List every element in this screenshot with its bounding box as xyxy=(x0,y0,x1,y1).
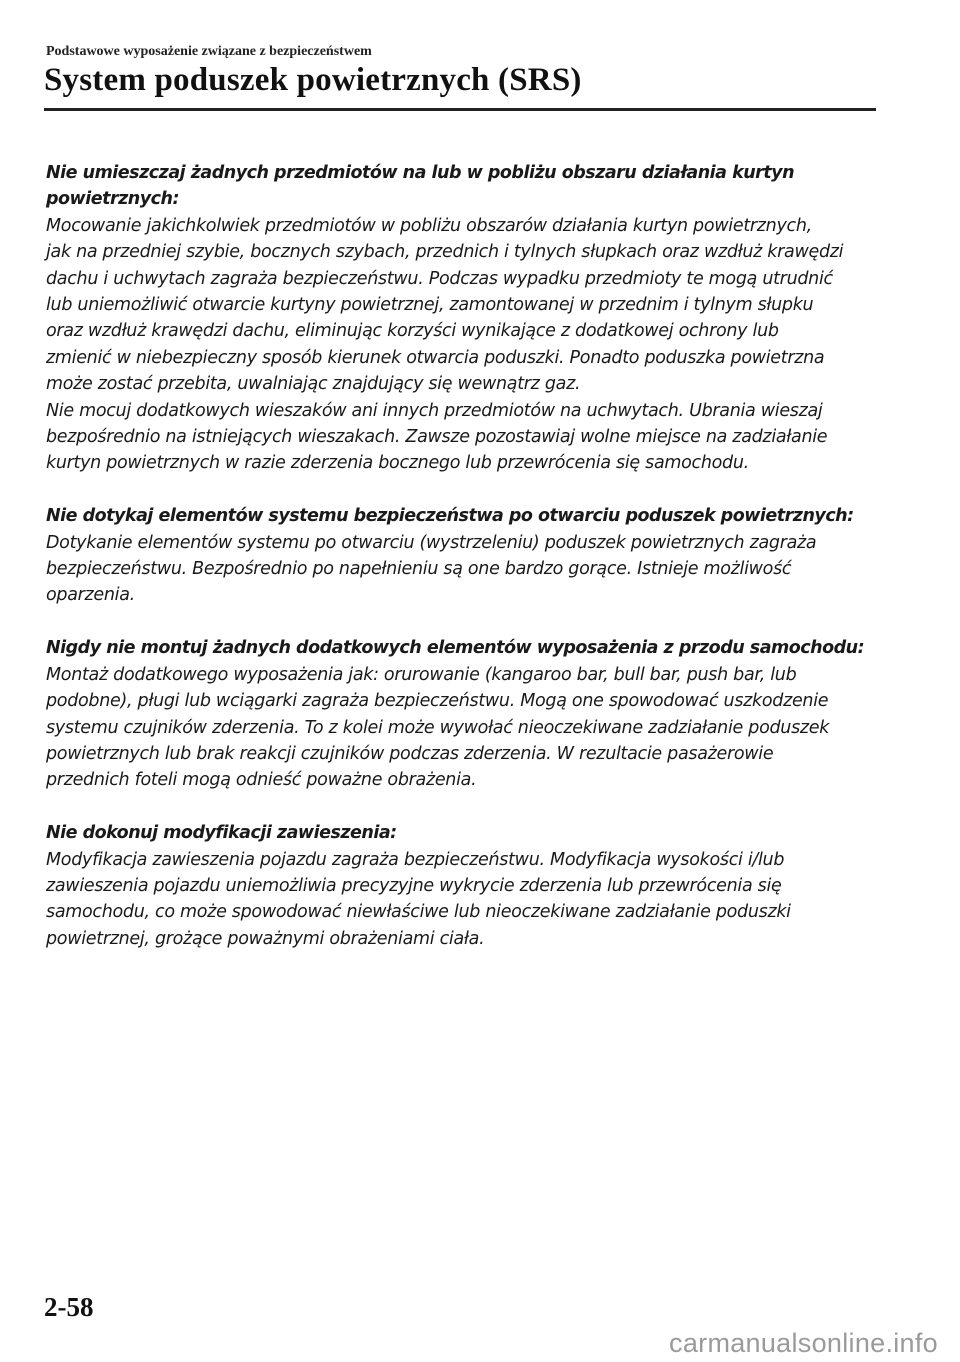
heading-line: powietrznych: xyxy=(46,189,179,210)
warning-body xyxy=(46,213,876,477)
heading-line: Nie dokonuj modyfikacji zawieszenia: xyxy=(46,823,397,844)
heading-line: Nie umieszczaj żadnych przedmiotów na lub w pobliżu obszaru działania kurtyn xyxy=(46,163,795,183)
body-line: Mocowanie jakichkolwiek przedmiotów w pobliżu obszarów działania kurtyn powietrznych, xyxy=(46,215,812,236)
body-line: przednich foteli mogą odnieść poważne obrażenia. xyxy=(46,770,477,791)
body-line: lub uniemożliwić otwarcie kurtyny powietrznej, zamontowanej w przednim i tylnym słupku xyxy=(46,295,814,316)
section-label: Podstawowe wyposażenie związane z bezpieczeństwem xyxy=(46,44,372,59)
warning-block-suspension xyxy=(46,820,876,952)
warning-heading xyxy=(46,160,876,213)
warning-block-front-equipment xyxy=(46,635,876,793)
heading-line: Nigdy nie montuj żadnych dodatkowych elementów wyposażenia z przodu samochodu: xyxy=(46,638,865,659)
body-line: Dotykanie elementów systemu po otwarciu (wystrzeleniu) poduszek powietrznych zagraża xyxy=(46,532,817,553)
title-rule-divider xyxy=(44,108,876,111)
body-line: podobne), pługi lub wciągarki zagraża bezpieczeństwu. Mogą one spowodować uszkodzenie xyxy=(46,691,829,712)
warning-heading xyxy=(46,503,876,529)
warning-body xyxy=(46,847,876,953)
body-line: oraz wzdłuż krawędzi dachu, eliminując korzyści wynikające z dodatkowej ochrony lub xyxy=(46,321,779,342)
heading-line: Nie dotykaj elementów systemu bezpieczeństwa po otwarciu poduszek powietrznych: xyxy=(46,506,854,527)
body-line: Modyfikacja zawieszenia pojazdu zagraża bezpieczeństwu. Modyfikacja wysokości i/lub xyxy=(46,849,785,870)
body-line: powietrznych lub brak reakcji czujników podczas zderzenia. W rezultacie pasażerowie xyxy=(46,743,774,764)
body-line: zawieszenia pojazdu uniemożliwia precyzyjne wykrycie zderzenia lub przewrócenia się xyxy=(46,875,782,896)
body-line: powietrznej, grożące poważnymi obrażeniami ciała. xyxy=(46,928,485,949)
page-number: 2-58 xyxy=(44,1292,94,1322)
warning-body xyxy=(46,662,876,794)
body-line: może zostać przebita, uwalniając znajdujący się wewnątrz gaz. xyxy=(46,374,581,395)
body-line: Nie mocuj dodatkowych wieszaków ani innych przedmiotów na uchwytach. Ubrania wieszaj xyxy=(46,400,823,421)
body-line: kurtyn powietrznych w razie zderzenia bocznego lub przewrócenia się samochodu. xyxy=(46,453,749,474)
warning-block-curtain-airbags xyxy=(46,160,876,477)
body-line: dachu i uchwytach zagraża bezpieczeństwu. Podczas wypadku przedmioty te mogą utrudnić xyxy=(46,268,833,289)
body-line: samochodu, co może spowodować niewłaściwe lub nieoczekiwane zadziałanie poduszki xyxy=(46,902,791,923)
warning-heading xyxy=(46,635,876,661)
site-watermark: carmanualsonline.info xyxy=(669,1328,938,1358)
warning-heading xyxy=(46,820,876,846)
body-line: bezpośrednio na istniejących wieszakach. Zawsze pozostawiaj wolne miejsce na zadziałanie xyxy=(46,427,828,448)
body-line: zmienić w niebezpieczny sposób kierunek otwarcia poduszki. Ponadto poduszka powietrzna xyxy=(46,347,825,368)
body-line: oparzenia. xyxy=(46,585,135,606)
body-line: systemu czujników zderzenia. To z kolei może wywołać nieoczekiwane zadziałanie poduszek xyxy=(46,717,830,738)
body-line: bezpieczeństwu. Bezpośrednio po napełnieniu są one bardzo gorące. Istnieje możliwość xyxy=(46,559,792,580)
warning-content xyxy=(46,160,876,979)
warning-block-do-not-touch xyxy=(46,503,876,609)
page-title: System poduszek powietrznych (SRS) xyxy=(44,62,582,98)
body-line: Montaż dodatkowego wyposażenia jak: orurowanie (kangaroo bar, bull bar, push bar, lub xyxy=(46,664,797,685)
warning-body xyxy=(46,530,876,609)
body-line: jak na przedniej szybie, bocznych szybach, przednich i tylnych słupkach oraz wzdłuż krawędzi xyxy=(46,242,844,263)
